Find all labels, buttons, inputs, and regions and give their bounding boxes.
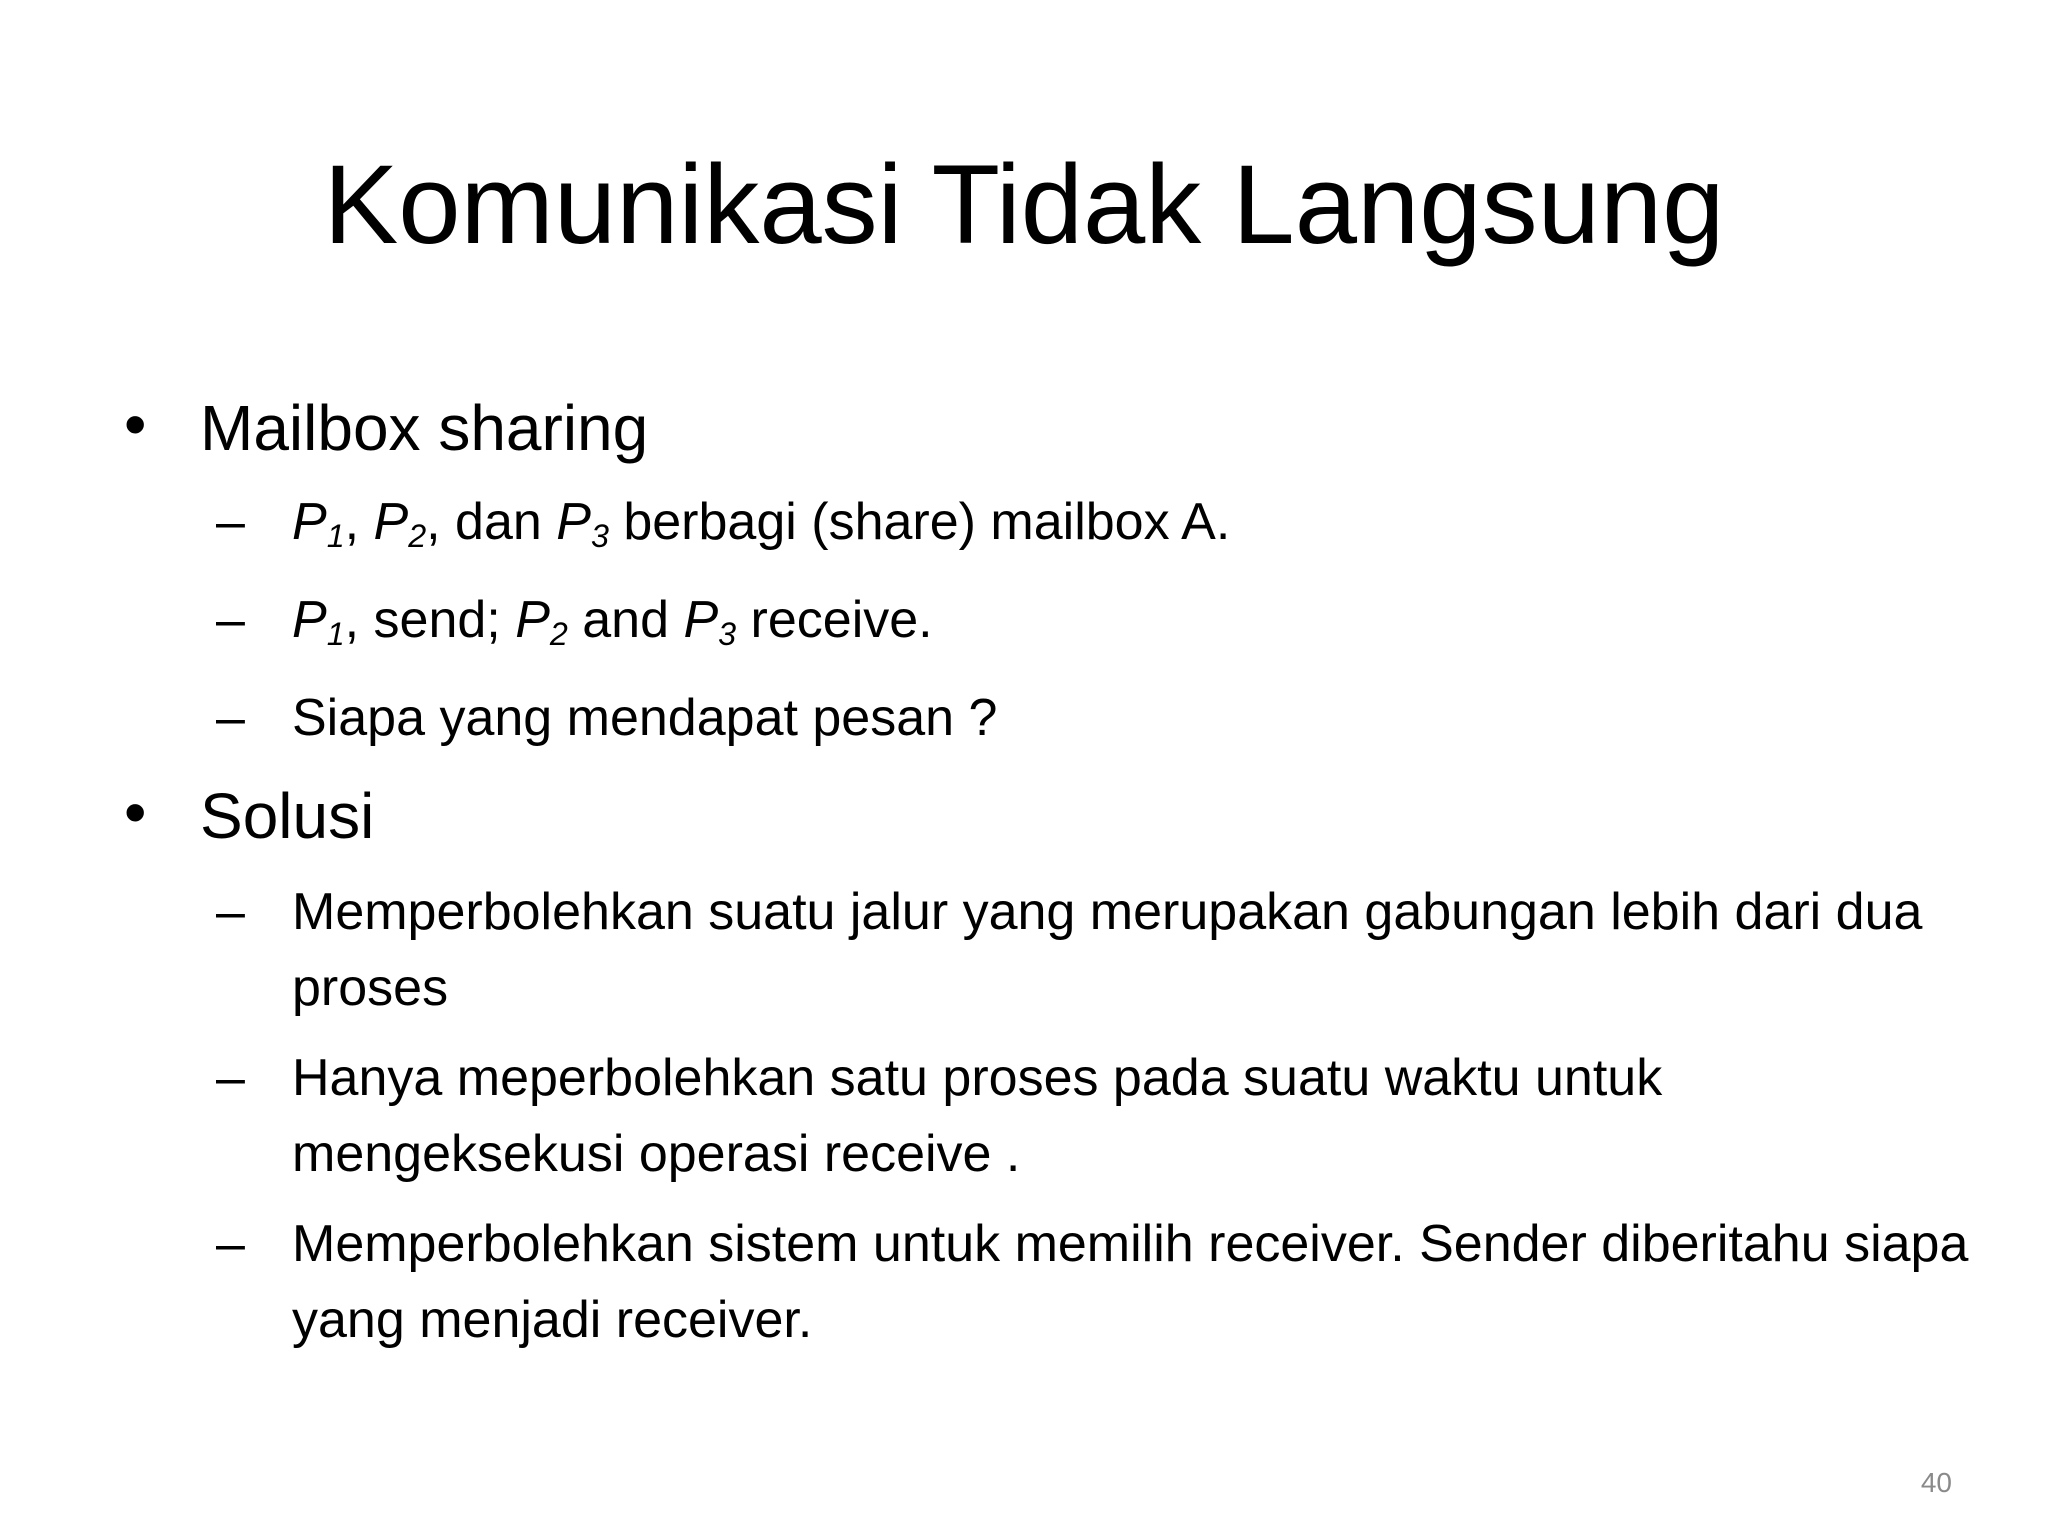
dash-icon: –	[216, 493, 245, 551]
subitem-solution-1	[216, 874, 1992, 1026]
process-p1: $P_1$	[292, 493, 345, 555]
dash-icon: –	[216, 591, 245, 649]
text-part: ,	[344, 493, 374, 551]
dash-icon: –	[216, 689, 245, 747]
process-p3: $P_3$	[556, 493, 609, 555]
text-part: and	[567, 591, 684, 649]
process-p3: $P_3$	[683, 591, 737, 653]
subitem-send-receive	[216, 582, 1992, 658]
subitem-text: Memperbolehkan sistem untuk memilih receiver. Sender diberitahu siapa yang menjadi receiver.	[292, 1215, 1969, 1349]
slide-title: Komunikasi Tidak Langsung	[323, 142, 1725, 267]
bullet-text: Solusi	[200, 780, 375, 852]
subitem-text: Memperbolehkan suatu jalur yang merupakan gabungan lebih dari dua proses	[292, 883, 1923, 1017]
page-number: 40	[1920, 1467, 1952, 1498]
process-p2: $P_2$	[373, 493, 427, 555]
subitem-share-mailbox	[216, 484, 1992, 560]
bullet-icon: •	[124, 776, 147, 848]
bullet-text: Mailbox sharing	[200, 392, 649, 464]
dash-icon: –	[216, 1049, 245, 1107]
dash-icon: –	[216, 1215, 245, 1273]
text-part: , dan	[426, 493, 557, 551]
subitem-solution-2	[216, 1040, 1992, 1192]
process-p1: $P_1$	[292, 591, 345, 653]
subitem-who-receives	[216, 680, 1992, 756]
dash-icon: –	[216, 883, 245, 941]
subitem-text: Siapa yang mendapat pesan ?	[292, 689, 998, 747]
bullet-mailbox-sharing	[124, 388, 649, 466]
text-part: , send;	[344, 591, 516, 649]
text-part: berbagi (share) mailbox A.	[608, 493, 1231, 551]
process-p2: $P_2$	[515, 591, 568, 653]
bullet-icon: •	[124, 388, 147, 460]
subitem-text: Hanya meperbolehkan satu proses pada suatu waktu untuk mengeksekusi operasi receive .	[292, 1049, 1663, 1183]
subitem-solution-3	[216, 1206, 1992, 1358]
text-part: receive.	[736, 591, 933, 649]
bullet-solusi	[124, 776, 375, 854]
